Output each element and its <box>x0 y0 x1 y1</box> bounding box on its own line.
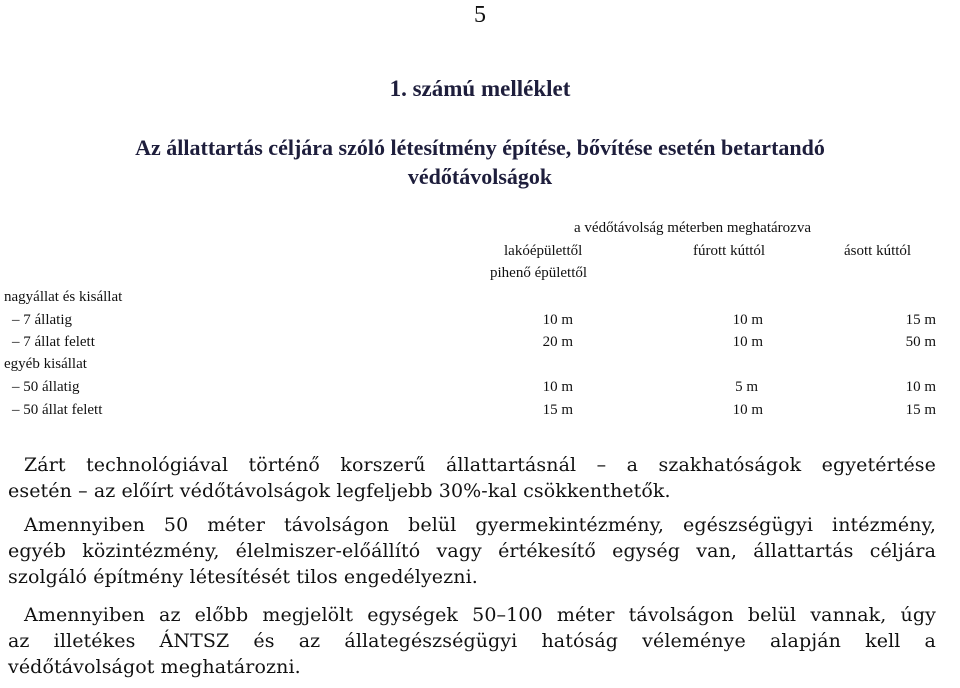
row-label: – 50 állat felett <box>12 402 103 418</box>
cell-drilled-well: 10 m <box>732 334 763 350</box>
column-header-dug-well: ásott kúttól <box>844 243 912 259</box>
paragraph-line: az illetékes ÁNTSZ és az állategészségügyi hatóság véleménye alapján kell a <box>8 630 936 652</box>
paragraph-closed-technology <box>8 452 936 504</box>
paragraph-50m-rule <box>8 512 936 590</box>
column-header-residential: lakóépülettől <box>504 243 583 259</box>
paragraph-line: szolgáló építmény létesítését tilos engedélyezni. <box>8 566 478 588</box>
column-header-rest-building: pihenő épülettől <box>490 265 588 281</box>
table-row <box>4 289 122 306</box>
document-title <box>0 133 960 191</box>
cell-residential: 10 m <box>542 379 573 395</box>
row-label: – 50 állatig <box>12 379 80 395</box>
document-title-line-2: védőtávolságok <box>407 164 553 189</box>
row-label: – 7 állatig <box>12 312 72 328</box>
paragraph-line: Zárt technológiával történő korszerű állattartásnál – a szakhatóságok egyetértése <box>24 454 936 476</box>
table-group-header: a védőtávolság méterben meghatározva <box>574 220 811 236</box>
cell-drilled-well: 5 m <box>735 379 758 395</box>
paragraph-line: Amennyiben az előbb megjelölt egységek 50–100 méter távolságon belül vannak, úgy <box>24 604 936 626</box>
cell-dug-well: 15 m <box>905 312 936 328</box>
cell-drilled-well: 10 m <box>732 312 763 328</box>
cell-dug-well: 15 m <box>905 402 936 418</box>
annex-title: 1. számú melléklet <box>389 76 571 101</box>
page-number: 5 <box>474 2 486 28</box>
cell-drilled-well: 10 m <box>732 402 763 418</box>
paragraph-50-100m-rule <box>8 602 936 680</box>
document-title-line-1: Az állattartás céljára szóló létesítmény építése, bővítése esetén betartandó <box>135 135 825 160</box>
row-label: nagyállat és kisállat <box>4 289 123 305</box>
cell-dug-well: 10 m <box>905 379 936 395</box>
cell-residential: 10 m <box>542 312 573 328</box>
cell-residential: 20 m <box>542 334 573 350</box>
paragraph-line: Amennyiben 50 méter távolságon belül gyermekintézmény, egészségügyi intézmény, <box>24 514 936 536</box>
column-header-drilled-well: fúrott kúttól <box>693 243 766 259</box>
row-label: – 7 állat felett <box>12 334 95 350</box>
cell-dug-well: 50 m <box>905 334 936 350</box>
row-label: egyéb kisállat <box>4 356 87 372</box>
cell-residential: 15 m <box>542 402 573 418</box>
paragraph-line: védőtávolságot meghatározni. <box>8 656 301 678</box>
paragraph-line: esetén – az előírt védőtávolságok legfeljebb 30%-kal csökkenthetők. <box>8 480 671 502</box>
paragraph-line: egyéb közintézmény, élelmiszer-előállító vagy értékesítő egység van, állattartás céljára <box>8 540 936 562</box>
